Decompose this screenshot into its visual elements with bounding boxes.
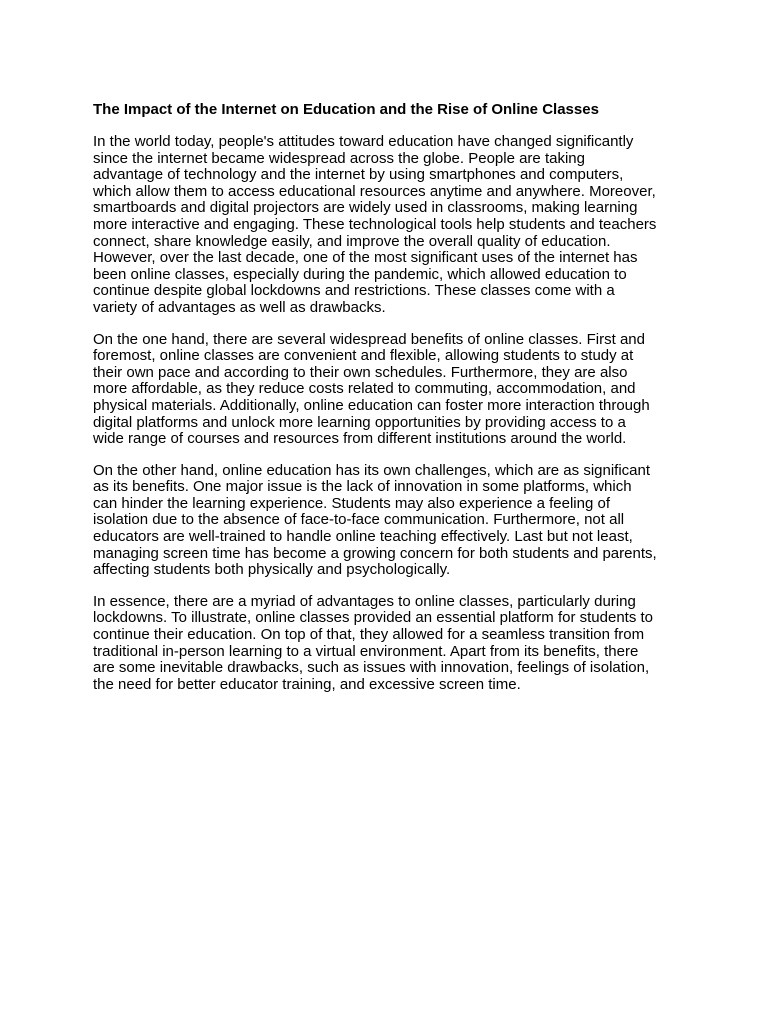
text-line: since the internet became widespread across the globe. People are taking: [93, 149, 585, 167]
text-line: the need for better educator training, and excessive screen time.: [93, 675, 521, 693]
text-line: isolation due to the absence of face-to-face communication. Furthermore, not all: [93, 511, 625, 529]
text-line: smartboards and digital projectors are widely used in classrooms, making learning: [93, 199, 638, 217]
text-line: more affordable, as they reduce costs related to commuting, accommodation, and: [93, 380, 636, 398]
text-line: In the world today, people's attitudes toward education have changed significantly: [93, 133, 634, 150]
paragraph-benefits: [93, 332, 693, 448]
text-line: which allow them to access educational resources anytime and anywhere. Moreover,: [93, 182, 656, 200]
document-body: [93, 101, 693, 708]
text-line: traditional in-person learning to a virtual environment. Apart from its benefits, there: [93, 642, 639, 660]
text-line: their own pace and according to their own schedules. Furthermore, they are also: [93, 363, 628, 381]
text-line: advantage of technology and the internet by using smartphones and computers,: [93, 166, 624, 184]
paragraph-conclusion: [93, 594, 693, 694]
text-line: continue despite global lockdowns and restrictions. These classes come with a: [93, 282, 615, 300]
text-line: digital platforms and unlock more learning opportunities by providing access to a: [93, 413, 626, 431]
text-line: are some inevitable drawbacks, such as issues with innovation, feelings of isolation,: [93, 659, 650, 677]
text-line: affecting students both physically and psychologically.: [93, 561, 451, 579]
text-line: continue their education. On top of that, they allowed for a seamless transition from: [93, 626, 645, 644]
text-line: However, over the last decade, one of the most significant uses of the internet has: [93, 249, 638, 267]
text-line: connect, share knowledge easily, and improve the overall quality of education.: [93, 232, 611, 250]
text-line: as its benefits. One major issue is the lack of innovation in some platforms, which: [93, 478, 632, 496]
text-line: can hinder the learning experience. Students may also experience a feeling of: [93, 494, 610, 512]
paragraph-challenges: [93, 463, 693, 579]
text-line: wide range of courses and resources from different institutions around the world.: [93, 430, 627, 448]
text-line: educators are well-trained to handle online teaching effectively. Last but not least,: [93, 528, 633, 546]
text-line: foremost, online classes are convenient and flexible, allowing students to study at: [93, 347, 634, 365]
text-line: In essence, there are a myriad of advantages to online classes, particularly during: [93, 592, 636, 610]
text-line: lockdowns. To illustrate, online classes provided an essential platform for students to: [93, 609, 654, 627]
text-line: On the other hand, online education has its own challenges, which are as significant: [93, 461, 651, 479]
text-line: variety of advantages as well as drawbacks.: [93, 298, 386, 316]
text-line: On the one hand, there are several widespread benefits of online classes. First and: [93, 330, 645, 348]
text-line: been online classes, especially during the pandemic, which allowed education to: [93, 265, 627, 283]
text-line: more interactive and engaging. These technological tools help students and teachers: [93, 215, 657, 233]
paragraph-intro: [93, 134, 693, 317]
text-line: managing screen time has become a growing concern for both students and parents,: [93, 544, 657, 562]
text-line: physical materials. Additionally, online education can foster more interaction through: [93, 396, 650, 414]
document-title: The Impact of the Internet on Education and the Rise of Online Classes: [93, 101, 599, 118]
